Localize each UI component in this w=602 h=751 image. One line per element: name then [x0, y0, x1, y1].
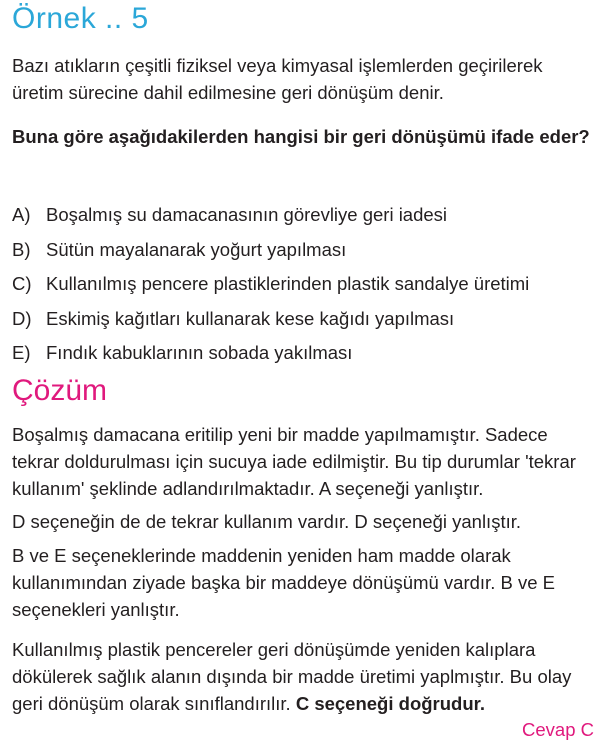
option-d [12, 304, 602, 339]
solution-paragraph-2: D seçeneğin de de tekrar kullanım vardır. D seçeneği yanlıştır. [12, 511, 522, 532]
option-letter: C) [12, 273, 32, 295]
answer-label: Cevap C [522, 719, 594, 740]
option-text: Boşalmış su damacanasının görevliye geri iadesi [46, 204, 448, 225]
option-letter: E) [12, 342, 31, 364]
solution-paragraph-3: B ve E seçeneklerinde maddenin yeniden ham madde olarak kullanımından ziyade başka bir maddeye dönüşümü vardır. B ve E seçenekleri yanlıştır. [12, 545, 555, 620]
question-intro: Bazı atıkların çeşitli fiziksel veya kimyasal işlemlerden geçirilerek üretim sürecine dahil edilmesine geri dönüşüm denir. [12, 55, 543, 103]
solution-paragraph-4 [12, 636, 596, 717]
option-text: Fındık kabuklarının sobada yakılması [46, 342, 353, 364]
solution-conclusion: C seçeneği doğrudur. [295, 693, 485, 714]
option-letter: A) [12, 204, 31, 225]
solution-paragraph-4-text: Kullanılmış plastik pencereler geri dönüşümde yeniden kalıplara dökülerek sağlık alanın dışında bir madde üretimi yaplmıştır. Bu olay geri dönüşüm olarak sınıflandırılır. [12, 639, 572, 714]
solution-title: Çözüm [12, 374, 108, 407]
option-letter: B) [12, 238, 31, 260]
option-letter: D) [12, 307, 32, 329]
question-prompt: Buna göre aşağıdakilerden hangisi bir geri dönüşümü ifade eder? [12, 126, 590, 147]
option-c [12, 269, 602, 304]
option-b [12, 235, 602, 270]
option-text: Kullanılmış pencere plastiklerinden plastik sandalye üretimi [46, 273, 530, 295]
option-text: Eskimiş kağıtları kullanarak kese kağıdı yapılması [46, 307, 455, 329]
answer-options [12, 200, 602, 373]
option-text: Sütün mayalanarak yoğurt yapılması [46, 238, 347, 260]
example-title: Örnek .. 5 [12, 2, 149, 35]
solution-paragraph-1: Boşalmış damacana eritilip yeni bir madde yapılmamıştır. Sadece tekrar doldurulması için sucuya iade edilmiştir. Bu tip durumlar 'tekrar kullanım' şeklinde adlandırılmaktadır. A seçeneği yanlıştır. [12, 424, 576, 499]
option-a [12, 200, 602, 235]
option-e [12, 338, 602, 373]
